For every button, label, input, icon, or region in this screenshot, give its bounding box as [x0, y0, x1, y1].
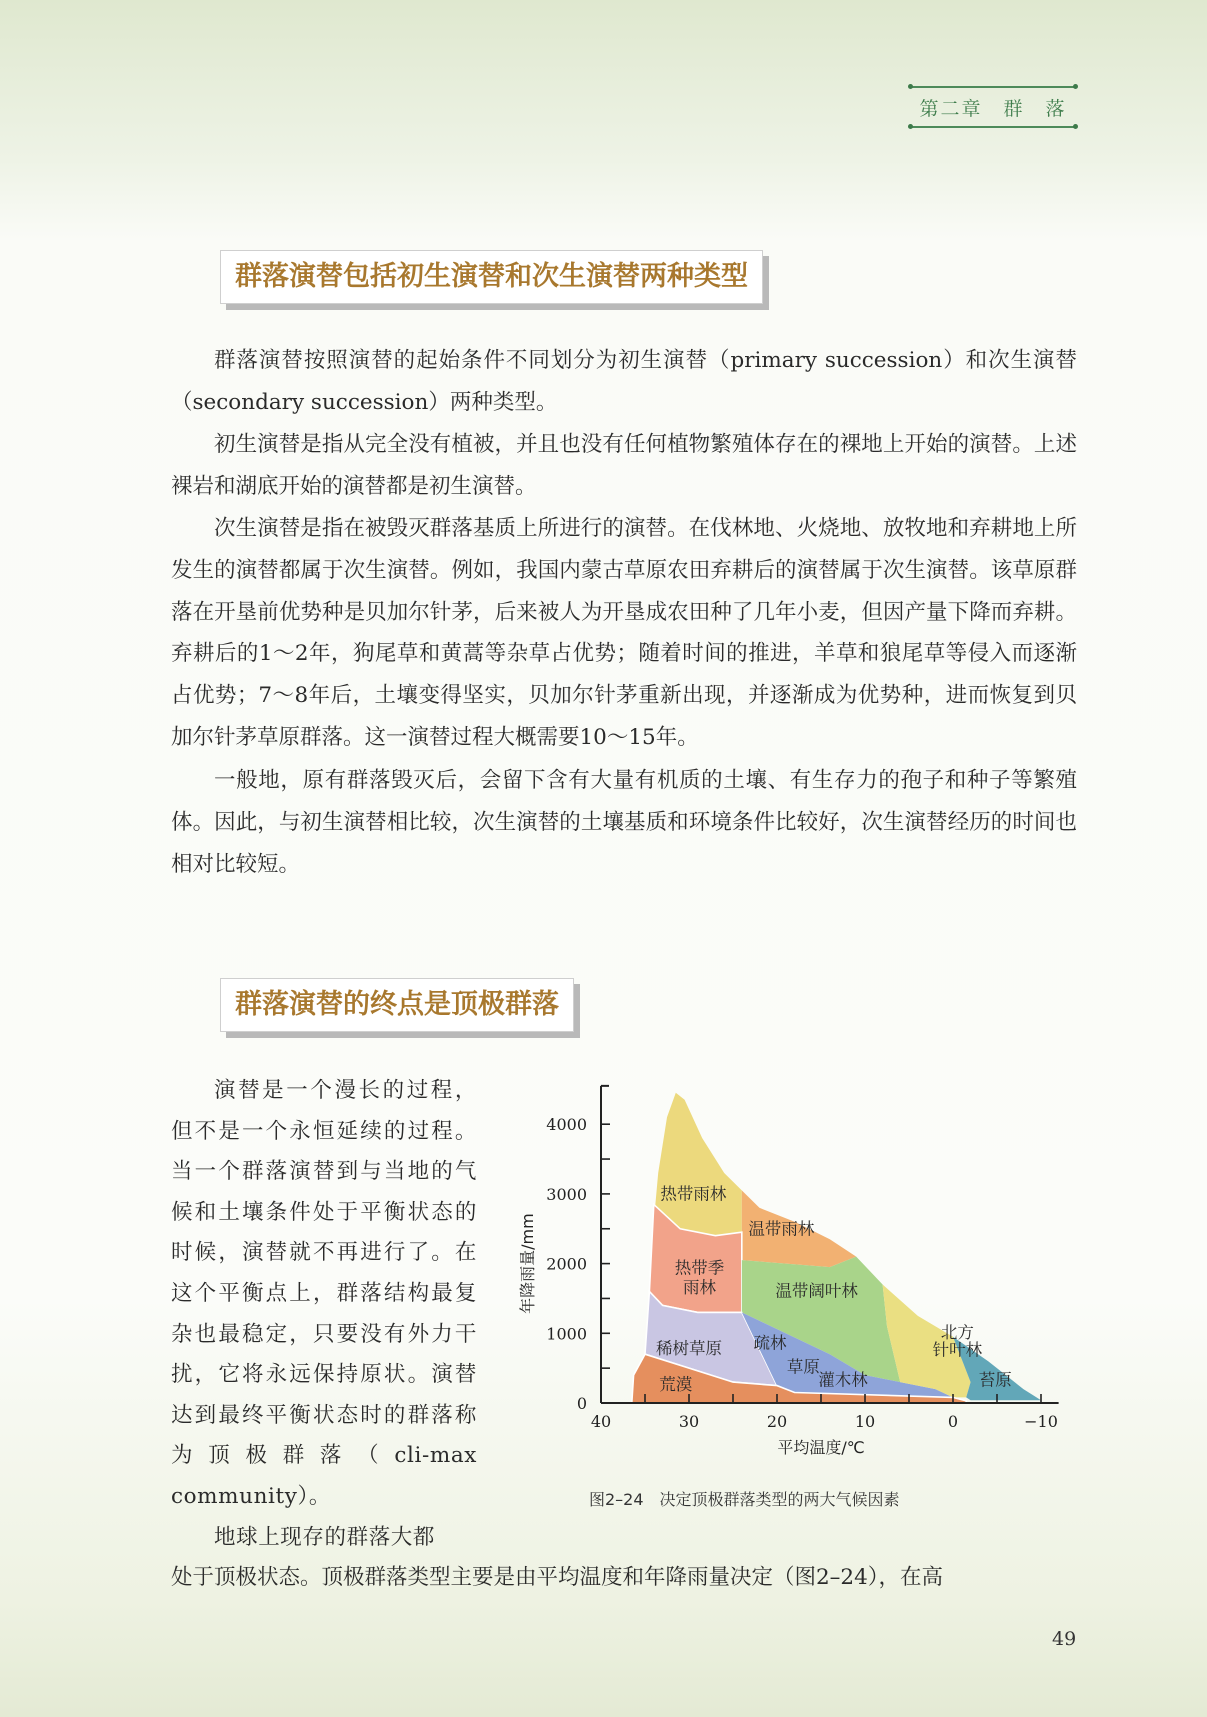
chapter-header	[910, 86, 1076, 128]
y-axis-label: 年降雨量/mm	[518, 1213, 537, 1314]
paragraph-continuation: 处于顶极状态。顶极群落类型主要是由平均温度和年降雨量决定（图2–24），在高	[171, 1565, 944, 1590]
region-label-tundra: 苔原	[978, 1370, 1012, 1390]
region-label-temperate-broadleaf: 温带阔叶林	[775, 1281, 858, 1301]
y-tick-label: 2000	[546, 1254, 587, 1274]
region-label-tropical-seasonal-2: 雨林	[683, 1277, 717, 1297]
x-tick-label: 30	[678, 1412, 700, 1431]
paragraph: 一般地，原有群落毁灭后，会留下含有大量有机质的土壤、有生存力的孢子和种子等繁殖体。因此，与初生演替相比较，次生演替的土壤基质和环境条件比较好，次生演替经历的时间也相对比较短。	[171, 768, 1077, 877]
climax-community-chart	[500, 1070, 1080, 1490]
region-label-temperate-rainforest: 温带雨林	[748, 1219, 815, 1239]
chart-svg	[500, 1070, 1080, 1490]
y-tick-label: 3000	[546, 1184, 587, 1204]
y-tick-label: 1000	[546, 1324, 587, 1344]
paragraph: 初生演替是指从完全没有植被，并且也没有任何植物繁殖体存在的裸地上开始的演替。上述裸岩和湖底开始的演替都是初生演替。	[171, 432, 1077, 499]
paragraph: 次生演替是指在被毁灭群落基质上所进行的演替。在伐林地、火烧地、放牧地和弃耕地上所发生的演替都属于次生演替。例如，我国内蒙古草原农田弃耕后的演替属于次生演替。该草原群落在开垦前优势种是贝加尔针茅，后来被人为开垦成农田种了几年小麦，但因产量下降而弃耕。弃耕后的1～2年，狗尾草和黄蒿等杂草占优势；随着时间的推进，羊草和狼尾草等侵入而逐渐占优势；7～8年后，土壤变得坚实，贝加尔针茅重新出现，并逐渐成为优势种，进而恢复到贝加尔针茅草原群落。这一演替过程大概需要10～15年。	[171, 516, 1077, 750]
region-label-woodland-1: 疏林	[753, 1333, 787, 1353]
page-number: 49	[1052, 1628, 1077, 1650]
section-title-succession-types: 群落演替包括初生演替和次生演替两种类型	[220, 250, 763, 304]
chapter-title: 第二章 群 落	[919, 98, 1067, 120]
x-tick-label: 20	[766, 1412, 788, 1431]
region-label-boreal-2: 针叶林	[932, 1340, 983, 1360]
x-tick-label: 10	[854, 1412, 876, 1431]
region-label-shrubland: 灌木林	[818, 1370, 868, 1390]
figure-caption: 图2–24 决定顶极群落类型的两大气候因素	[589, 1490, 900, 1509]
x-tick-label: −10	[1024, 1412, 1058, 1431]
x-axis-label: 平均温度/℃	[777, 1438, 865, 1457]
section-title-climax-community: 群落演替的终点是顶极群落	[220, 978, 574, 1032]
x-tick-label: 0	[947, 1412, 959, 1431]
region-label-boreal-1: 北方	[940, 1323, 974, 1343]
column-text	[171, 1071, 477, 1558]
y-tick-label: 4000	[546, 1115, 587, 1135]
x-tick-label: 40	[590, 1412, 612, 1431]
region-label-tropical-seasonal-1: 热带季	[674, 1258, 725, 1278]
region-label-tropical-rainforest: 热带雨林	[660, 1184, 727, 1204]
region-label-woodland-2: 草原	[786, 1357, 820, 1377]
header-rule-bottom	[910, 126, 1076, 128]
y-tick-label: 0	[576, 1394, 587, 1413]
paragraph: 群落演替按照演替的起始条件不同划分为初生演替（primary succession）和次生演替（secondary succession）两种类型。	[171, 348, 1077, 415]
paragraph: 地球上现存的群落大都	[214, 1524, 436, 1550]
paragraph: 演替是一个漫长的过程，但不是一个永恒延续的过程。当一个群落演替到与当地的气候和土壤条件处于平衡状态的时候，演替就不再进行了。在这个平衡点上，群落结构最复杂也最稳定，只要没有外力干扰，它将永远保持原状。演替达到最终平衡状态时的群落称为顶极群落（cli-max community）。	[171, 1078, 477, 1509]
header-rule-top	[910, 86, 1076, 88]
region-label-savanna: 稀树草原	[656, 1339, 722, 1359]
region-label-desert: 荒漠	[659, 1374, 693, 1394]
region-0	[654, 1093, 742, 1236]
